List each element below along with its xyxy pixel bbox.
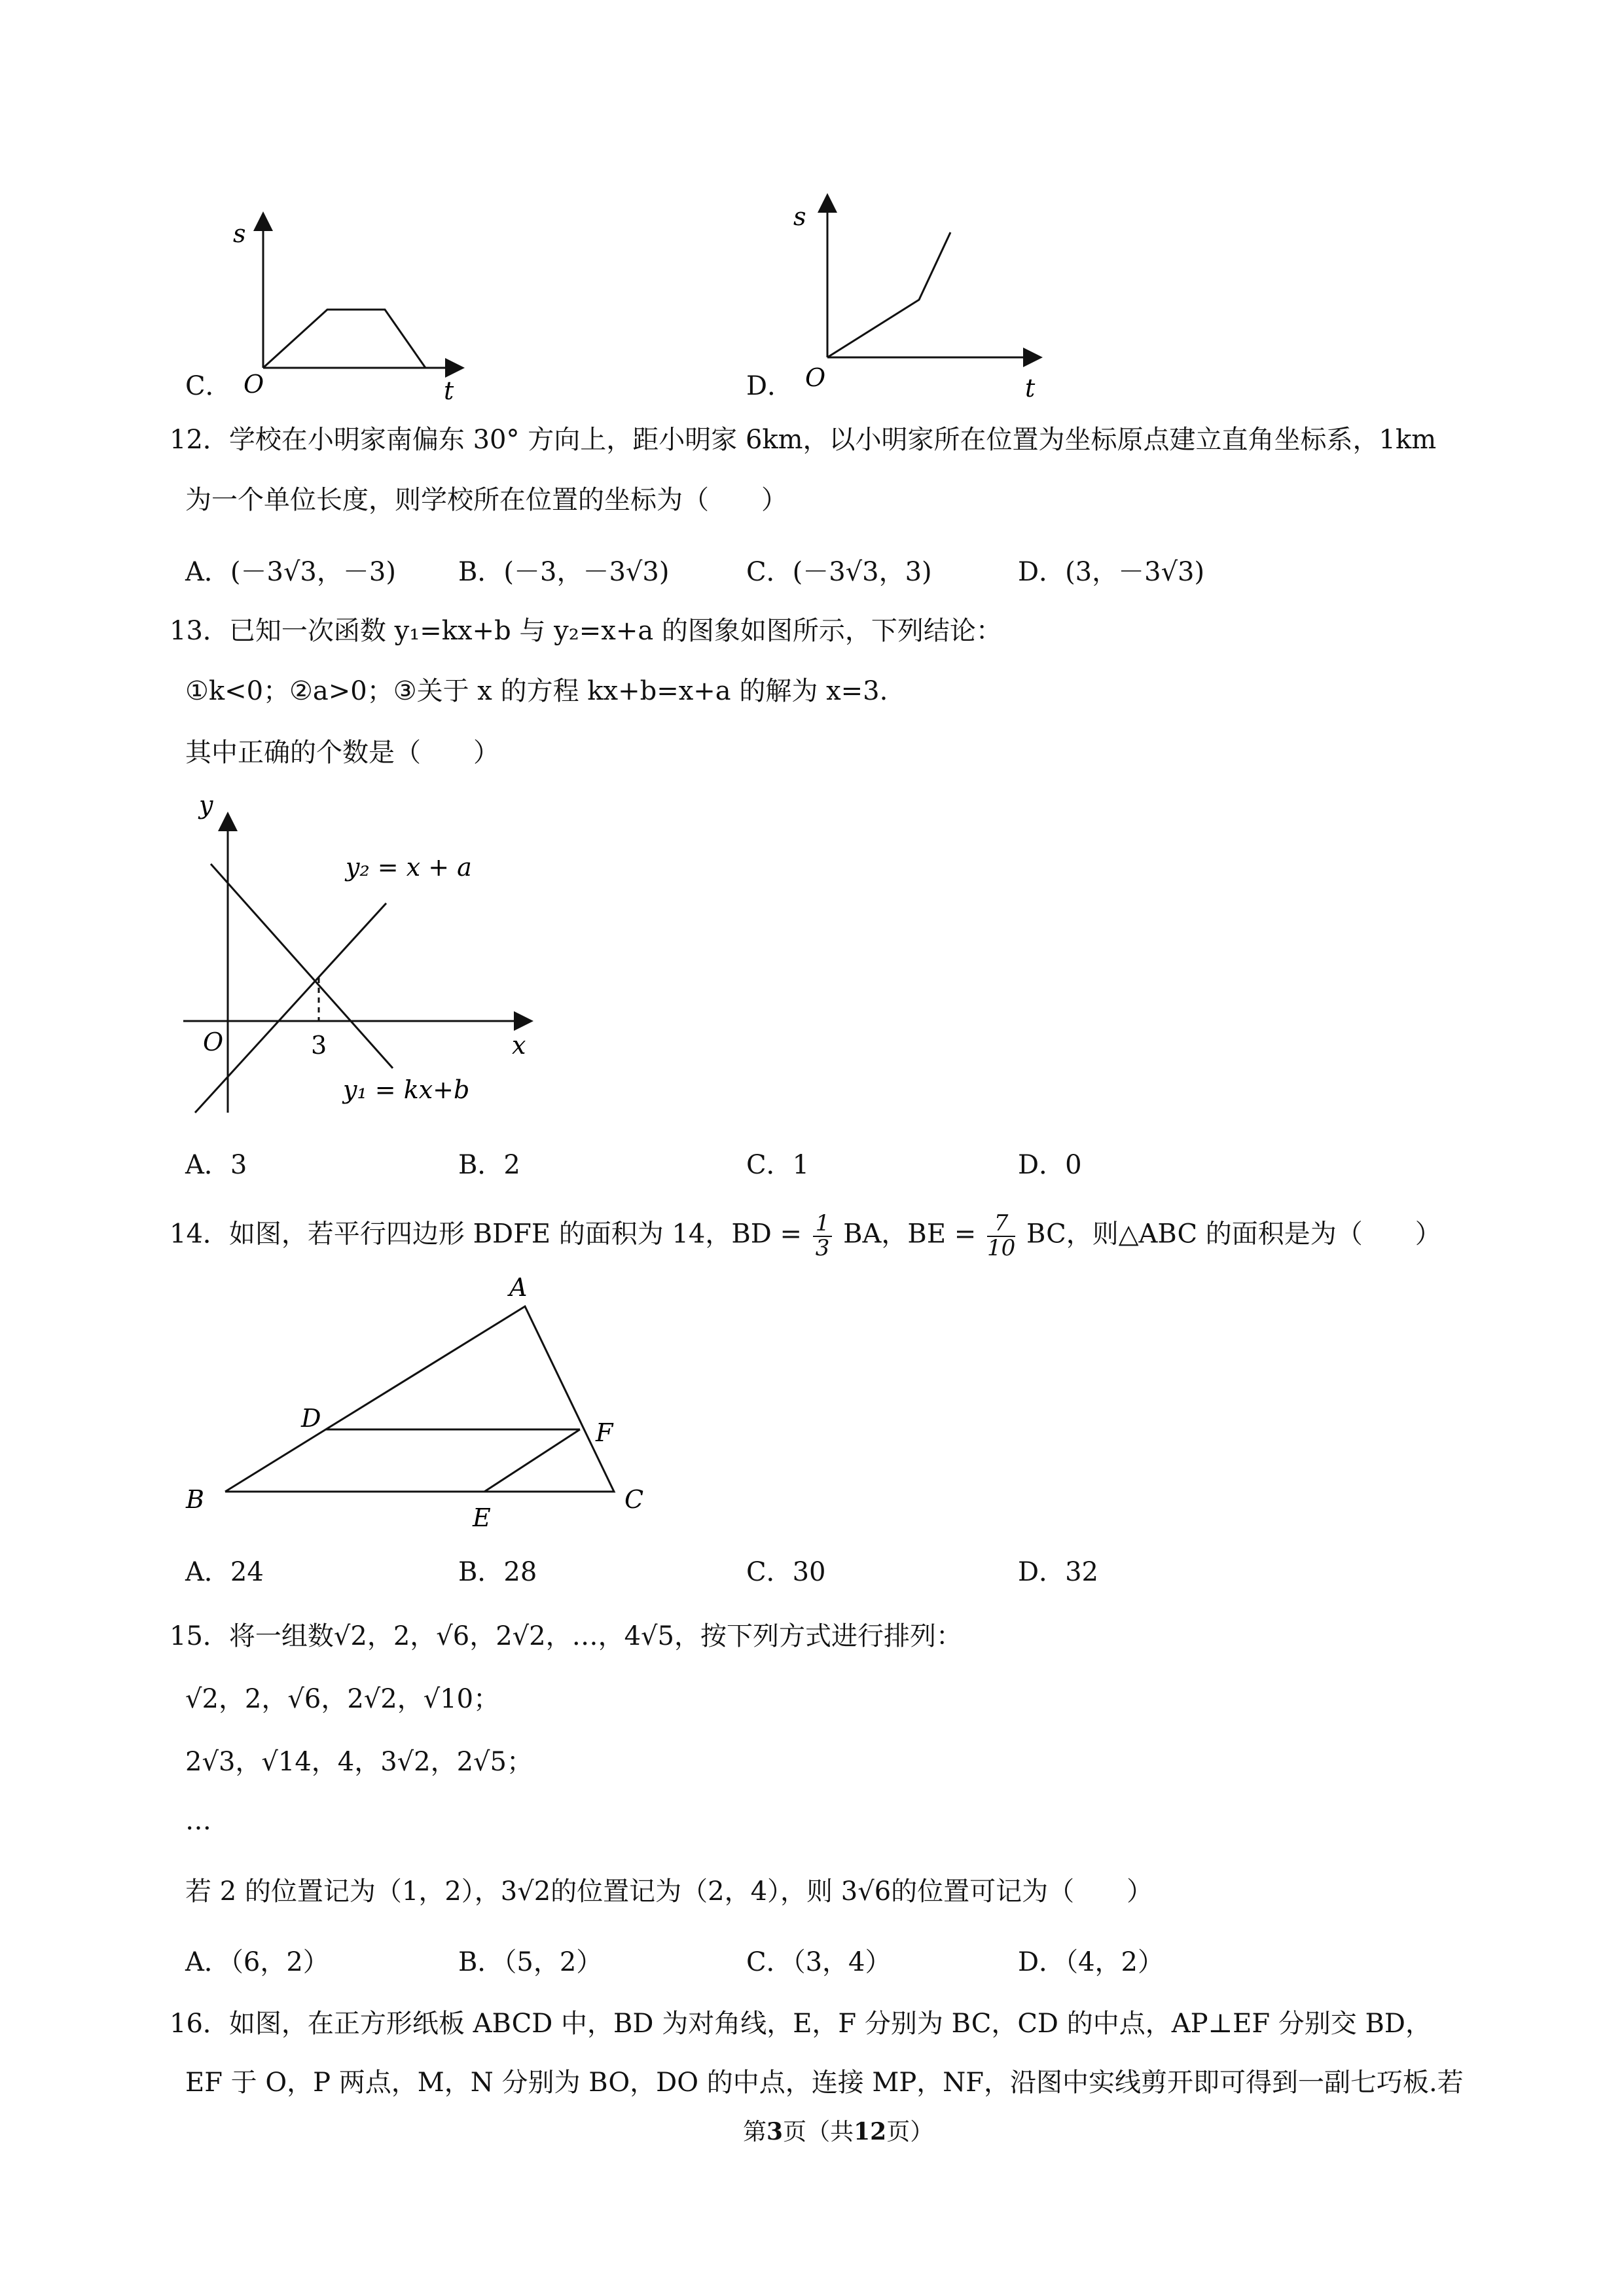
q13-line-3: 其中正确的个数是（ ） <box>185 738 499 768</box>
q11-option-d-label: D． <box>746 371 794 401</box>
q15-line-1: 15．将一组数√2，2，√6，2√2，…，4√5，按下列方式进行排列： <box>170 1621 962 1651</box>
q11c-origin: O <box>244 370 264 399</box>
footer-pre: 第 <box>743 2119 767 2145</box>
q11-graph-c <box>223 203 497 412</box>
q14-frac2-den: 10 <box>986 1234 1016 1261</box>
q11d-curve <box>827 232 950 357</box>
q11-graph-d <box>785 190 1060 412</box>
q14-label-b: B <box>186 1485 204 1514</box>
q11-option-c-label: C． <box>185 371 232 401</box>
q14-option-a: A．24 <box>185 1557 264 1587</box>
q14-label-a: A <box>509 1273 528 1302</box>
footer-mid: 页（共 <box>783 2119 854 2145</box>
q16-line-1: 16．如图，在正方形纸板 ABCD 中，BD 为对角线，E，F 分别为 BC，CD 的中点，AP⊥EF 分别交 BD， <box>170 2009 1432 2039</box>
q14-suffix: BC，则△ABC 的面积是为（ ） <box>1026 1219 1441 1249</box>
q15-option-c: C．（3，4） <box>746 1947 892 1977</box>
q14-option-c: C．30 <box>746 1557 826 1587</box>
q13-y-label: y <box>199 791 213 819</box>
q14-triangle <box>225 1306 614 1492</box>
q14-option-d: D．32 <box>1018 1557 1098 1587</box>
q15-option-a: A．（6，2） <box>185 1947 329 1977</box>
q11d-axis-s: s <box>793 202 806 231</box>
q13-tick-3: 3 <box>311 1031 327 1060</box>
q13-label-y1: y₁ = kx+b <box>343 1075 470 1104</box>
q13-line-y1 <box>211 864 393 1068</box>
q11d-axis-t: t <box>1025 374 1036 403</box>
q13-line-1: 13．已知一次函数 y₁=kx+b 与 y₂=x+a 的图象如图所示，下列结论： <box>170 616 1002 646</box>
footer-page-number: 3 <box>767 2118 784 2145</box>
q14-label-e: E <box>473 1503 491 1532</box>
q12-option-b: B．(－3，－3√3) <box>458 557 670 587</box>
q11c-trapezoid-curve <box>263 310 425 368</box>
q12-option-d: D．(3，－3√3) <box>1018 557 1205 587</box>
q13-option-d: D．0 <box>1018 1150 1082 1180</box>
q14-line-1 <box>170 1212 1441 1260</box>
q12-line-2: 为一个单位长度，则学校所在位置的坐标为（ ） <box>185 485 787 515</box>
q14-fraction-2 <box>987 1212 1015 1260</box>
q15-line-2: 若 2 的位置记为（1，2），3√2的位置记为（2，4），则 3√6的位置可记为（ ） <box>185 1876 1153 1907</box>
q14-label-f: F <box>596 1418 613 1447</box>
q11d-origin: O <box>805 363 826 392</box>
q15-row-3: … <box>185 1806 211 1836</box>
q12-option-c: C．(－3√3，3) <box>746 557 932 587</box>
q13-origin: O <box>203 1028 224 1056</box>
q14-frac2-num: 7 <box>987 1212 1015 1237</box>
q14-segment-ef <box>484 1429 580 1492</box>
q12-line-1: 12．学校在小明家南偏东 30° 方向上，距小明家 6km，以小明家所在位置为坐标原点建立直角坐标系，1km <box>170 425 1437 455</box>
q11c-axis-t: t <box>444 376 454 405</box>
q14-figure <box>177 1270 674 1545</box>
q13-x-label: x <box>512 1031 526 1060</box>
footer-total-pages: 12 <box>854 2118 887 2145</box>
q15-row-2: 2√3，√14，4，3√2，2√5； <box>185 1747 533 1777</box>
q14-label-d: D <box>301 1404 321 1433</box>
q14-mid: BA，BE = <box>843 1219 977 1249</box>
q13-label-y2: y₂ = x + a <box>346 853 472 882</box>
q11c-axis-s: s <box>233 219 246 248</box>
q15-option-b: B．（5，2） <box>458 1947 603 1977</box>
q15-row-1: √2，2，√6，2√2，√10； <box>185 1684 500 1714</box>
q14-frac1-den: 3 <box>815 1234 830 1261</box>
q14-prefix: 14．如图，若平行四边形 BDFE 的面积为 14，BD = <box>170 1219 803 1249</box>
q13-line-2: ①k<0；②a>0；③关于 x 的方程 kx+b=x+a 的解为 x=3. <box>185 676 888 706</box>
q14-fraction-1 <box>813 1212 833 1260</box>
q13-option-c: C．1 <box>746 1150 810 1180</box>
q14-label-c: C <box>624 1485 644 1514</box>
q13-option-a: A．3 <box>185 1150 247 1180</box>
q13-graph <box>170 785 589 1126</box>
q12-option-a: A．(－3√3，－3) <box>185 557 396 587</box>
footer-post: 页） <box>886 2119 934 2145</box>
q16-line-2: EF 于 O，P 两点，M，N 分别为 BO，DO 的中点，连接 MP，NF，沿图中实线剪开即可得到一副七巧板.若 <box>185 2068 1464 2098</box>
q14-option-b: B．28 <box>458 1557 537 1587</box>
q13-option-b: B．2 <box>458 1150 520 1180</box>
q14-frac1-num: 1 <box>813 1212 833 1237</box>
q15-option-d: D．（4，2） <box>1018 1947 1164 1977</box>
page-footer <box>743 2118 933 2146</box>
